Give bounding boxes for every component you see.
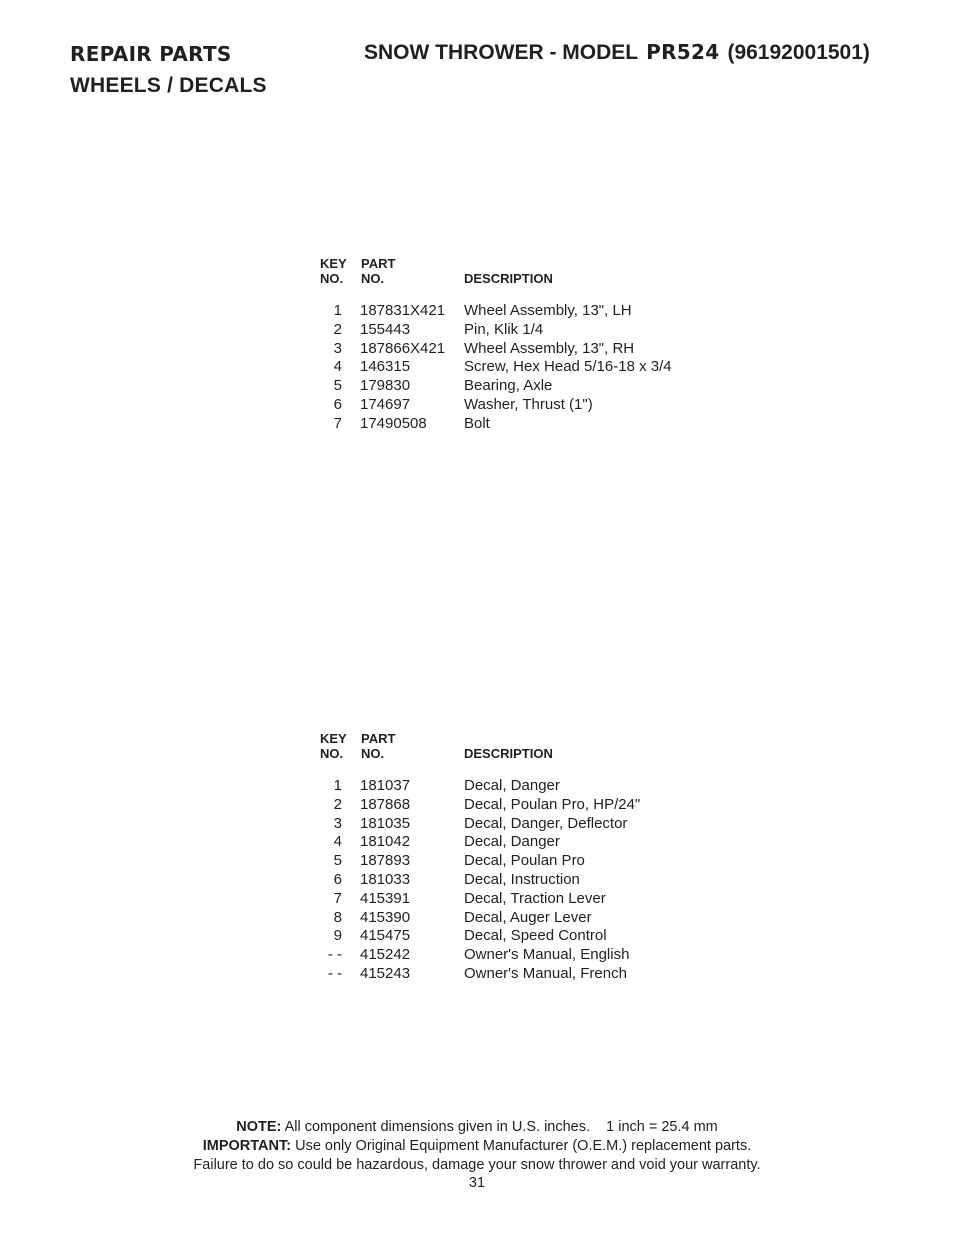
table-header [320,256,740,290]
part-no: 415242 [360,946,411,964]
key-no: 5 [333,377,342,395]
key-no: 6 [333,395,342,413]
part-no-header [361,256,395,286]
part-no: 179830 [360,377,411,395]
table-body [320,777,740,984]
table-row [320,321,740,340]
part-header-line1: PART [361,256,396,271]
table-row [320,927,740,946]
key-no: 7 [333,889,342,907]
wheels-parts-table [320,256,740,434]
description: Owner's Manual, English [464,946,630,964]
description: Decal, Speed Control [464,927,607,945]
table-row [320,909,740,928]
part-no: 17490508 [360,414,427,432]
warning-line: Failure to do so could be hazardous, damage your snow thrower and void your warranty. [193,1156,761,1173]
description: Pin, Klik 1/4 [464,320,544,338]
description: Washer, Thrust (1") [464,395,593,413]
key-header-line1: KEY [320,731,347,746]
key-header-line2: NO. [320,271,344,286]
title-prefix: SNOW THROWER - MODEL [364,41,639,64]
description: Decal, Danger, Deflector [464,814,628,832]
part-header-line2: NO. [361,271,385,286]
part-no: 181037 [360,777,411,794]
table-row [320,946,740,965]
key-no: 2 [333,795,342,813]
description: Decal, Traction Lever [464,889,606,907]
important-text: Use only Original Equipment Manufacturer (O.E.M.) replacement parts. [295,1137,752,1154]
table-row [320,396,740,415]
part-header-line1: PART [361,731,396,746]
key-no: 4 [333,833,342,851]
description: Wheel Assembly, 13", RH [464,339,635,357]
table-row [320,377,740,396]
key-no: 8 [333,908,342,926]
table-row [320,965,740,984]
description: Owner's Manual, French [464,964,627,982]
description: Bolt [464,414,490,432]
section-title: WHEELS / DECALS [70,74,267,97]
note-line [0,1118,954,1137]
description-header: DESCRIPTION [464,271,553,286]
page-footer [0,1118,954,1193]
table-row [320,796,740,815]
note-text: All component dimensions given in U.S. inches. 1 inch = 25.4 mm [284,1119,718,1135]
key-no: 9 [333,927,342,945]
part-no: 187868 [360,795,411,813]
part-no: 415391 [360,889,411,907]
important-label: IMPORTANT: [202,1137,292,1154]
part-no: 181033 [360,870,411,888]
part-no: 174697 [360,395,411,413]
part-no: 415475 [360,927,411,945]
description: Decal, Poulan Pro, HP/24" [464,795,641,813]
model-name: PR524 [646,40,720,64]
part-header-line2: NO. [361,746,385,761]
repair-parts-title: REPAIR PARTS [70,42,232,66]
part-no: 187893 [360,852,411,870]
part-no-header [361,731,395,761]
table-row [320,777,740,796]
key-no: 6 [333,870,342,888]
table-body [320,302,740,434]
key-no: 3 [333,814,342,832]
part-no: 181035 [360,814,411,832]
table-row [320,302,740,321]
key-no: - - [327,946,342,964]
note-label: NOTE: [236,1119,282,1135]
key-no: 4 [333,358,342,376]
important-line [0,1137,954,1156]
description: Decal, Auger Lever [464,908,592,926]
key-header-line1: KEY [320,256,347,271]
description: Decal, Danger [464,833,560,851]
description: Screw, Hex Head 5/16-18 x 3/4 [464,358,672,376]
table-row [320,340,740,359]
key-no: 3 [333,339,342,357]
part-no: 187866X421 [360,339,446,357]
table-row [320,415,740,434]
key-no-header [320,256,347,286]
key-no: 1 [333,777,342,794]
description: Wheel Assembly, 13", LH [464,302,632,319]
model-number: (96192001501) [727,41,870,64]
table-row [320,890,740,909]
table-row [320,815,740,834]
table-row [320,833,740,852]
description: Decal, Instruction [464,870,580,888]
page-number: 31 [468,1175,486,1192]
page-heading [70,38,267,102]
description-header: DESCRIPTION [464,746,553,761]
decals-parts-table [320,731,740,984]
table-row [320,852,740,871]
key-header-line2: NO. [320,746,344,761]
part-no: 415390 [360,908,411,926]
part-no: 155443 [360,320,411,338]
key-no: - - [327,964,342,982]
key-no: 7 [333,414,342,432]
description: Decal, Poulan Pro [464,852,585,870]
part-no: 187831X421 [360,302,446,319]
key-no: 2 [333,320,342,338]
model-title [364,38,870,67]
table-row [320,871,740,890]
key-no: 5 [333,852,342,870]
table-row [320,358,740,377]
key-no: 1 [333,302,342,319]
key-no-header [320,731,347,761]
table-header [320,731,740,765]
description: Decal, Danger [464,777,560,794]
part-no: 146315 [360,358,411,376]
part-no: 415243 [360,964,411,982]
description: Bearing, Axle [464,377,553,395]
part-no: 181042 [360,833,411,851]
